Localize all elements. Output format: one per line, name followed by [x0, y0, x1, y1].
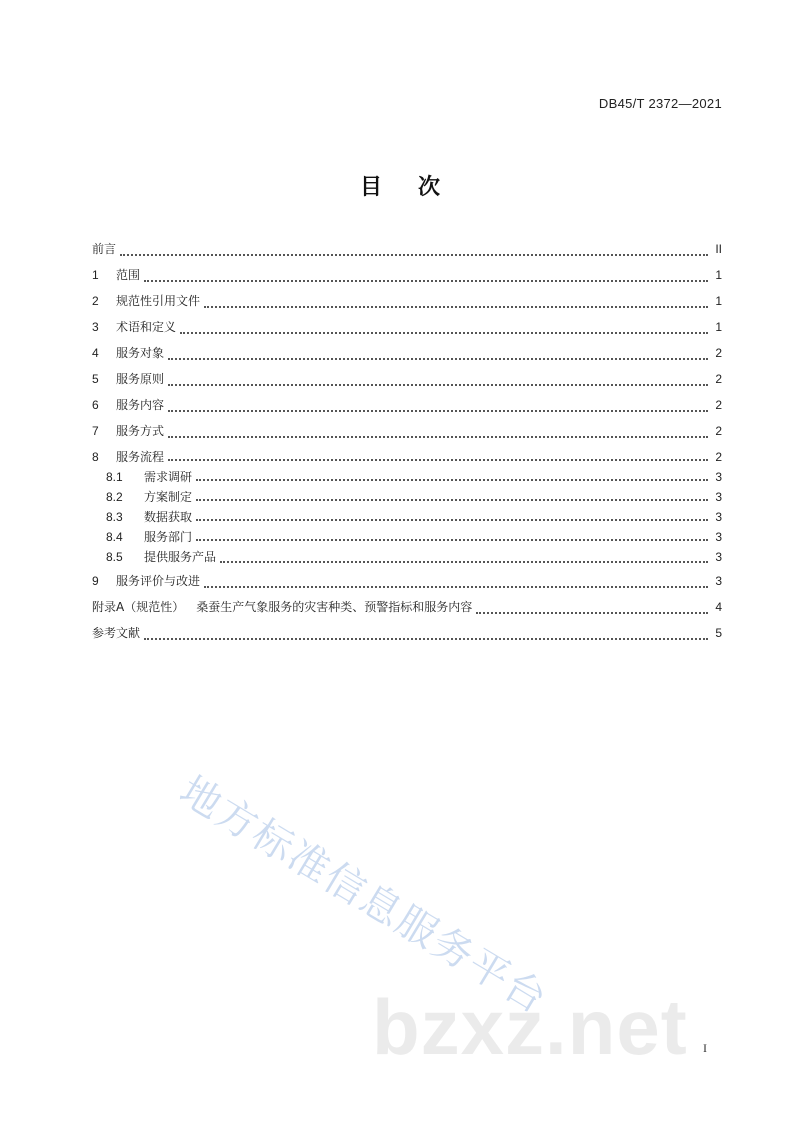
page-title [0, 170, 800, 201]
toc-entry-annex-a[interactable] [92, 598, 722, 624]
toc-entry-label: 术语和定义 [116, 320, 177, 334]
dot-leader [144, 638, 708, 640]
watermark-site-logo: bzxz.net [372, 983, 688, 1071]
watermark-text: 地方标准信息服务平台 [171, 767, 556, 1024]
toc-entry-page: 1 [715, 294, 722, 308]
toc-entry-label: 服务对象 [116, 346, 165, 360]
dot-leader [168, 459, 708, 461]
toc-entry-label: 范围 [116, 268, 141, 282]
toc-entry-number: 9 [92, 574, 99, 588]
toc-entry-label: 参考文献 [92, 626, 141, 640]
dot-leader [196, 519, 708, 521]
toc-entry-8-4[interactable] [92, 528, 722, 548]
toc-entry-label: 前言 [92, 242, 117, 256]
toc-entry-page: 4 [715, 600, 722, 614]
toc-entry-3[interactable] [92, 318, 722, 344]
toc-entry-number: 8.5 [106, 550, 123, 564]
table-of-contents [92, 240, 722, 650]
toc-entry-page: 2 [715, 450, 722, 464]
toc-entry-number: 8 [92, 450, 99, 464]
toc-entry-number: 7 [92, 424, 99, 438]
title-char-1: 目 [359, 175, 382, 200]
dot-leader [168, 358, 708, 360]
toc-entry-2[interactable] [92, 292, 722, 318]
toc-entry-number: 2 [92, 294, 99, 308]
toc-entry-4[interactable] [92, 344, 722, 370]
toc-entry-page: 2 [715, 346, 722, 360]
toc-entry-page: 2 [715, 424, 722, 438]
title-char-2: 次 [418, 175, 441, 200]
toc-entry-number: 3 [92, 320, 99, 334]
toc-entry-number: 8.1 [106, 470, 123, 484]
dot-leader [168, 384, 708, 386]
toc-entry-8-3[interactable] [92, 508, 722, 528]
toc-entry-page: 3 [715, 510, 722, 524]
toc-entry-page: 5 [715, 626, 722, 640]
toc-entry-label: 服务评价与改进 [116, 574, 201, 588]
toc-entry-label: 提供服务产品 [144, 550, 217, 564]
dot-leader [120, 254, 708, 256]
toc-entry-label: 服务部门 [144, 530, 193, 544]
dot-leader [168, 436, 708, 438]
toc-entry-references[interactable] [92, 624, 722, 650]
dot-leader [196, 479, 708, 481]
toc-entry-6[interactable] [92, 396, 722, 422]
toc-entry-page: 3 [715, 550, 722, 564]
toc-entry-1[interactable] [92, 266, 722, 292]
toc-entry-8-1[interactable] [92, 468, 722, 488]
toc-entry-label: 桑蚕生产气象服务的灾害种类、预警指标和服务内容 [196, 600, 473, 614]
toc-entry-number: 6 [92, 398, 99, 412]
toc-entry-label: 数据获取 [144, 510, 193, 524]
toc-entry-page: II [715, 242, 722, 256]
toc-entry-label: 服务原则 [116, 372, 165, 386]
toc-entry-page: 3 [715, 470, 722, 484]
toc-entry-page: 1 [715, 320, 722, 334]
toc-entry-label: 需求调研 [144, 470, 193, 484]
dot-leader [220, 561, 708, 563]
toc-entry-foreword[interactable] [92, 240, 722, 266]
toc-entry-number: 5 [92, 372, 99, 386]
toc-entry-page: 1 [715, 268, 722, 282]
dot-leader [196, 539, 708, 541]
dot-leader [180, 332, 708, 334]
toc-entry-label: 方案制定 [144, 490, 193, 504]
dot-leader [204, 306, 708, 308]
toc-entry-5[interactable] [92, 370, 722, 396]
dot-leader [476, 612, 708, 614]
toc-entry-page: 2 [715, 372, 722, 386]
toc-entry-number: 8.3 [106, 510, 123, 524]
toc-entry-8-2[interactable] [92, 488, 722, 508]
toc-entry-number: 1 [92, 268, 99, 282]
toc-entry-number: 4 [92, 346, 99, 360]
toc-entry-page: 3 [715, 574, 722, 588]
page-number: I [703, 1041, 707, 1055]
toc-entry-7[interactable] [92, 422, 722, 448]
toc-entry-number: 8.2 [106, 490, 123, 504]
toc-entry-8[interactable] [92, 448, 722, 468]
toc-entry-label: 服务方式 [116, 424, 165, 438]
document-code: DB45/T 2372—2021 [598, 96, 722, 111]
toc-entry-label: 规范性引用文件 [116, 294, 201, 308]
dot-leader [204, 586, 708, 588]
toc-entry-8-5[interactable] [92, 548, 722, 572]
toc-entry-page: 3 [715, 530, 722, 544]
dot-leader [168, 410, 708, 412]
toc-entry-label: 服务内容 [116, 398, 165, 412]
toc-entry-9[interactable] [92, 572, 722, 598]
dot-leader [196, 499, 708, 501]
toc-entry-label: 服务流程 [116, 450, 165, 464]
toc-entry-page: 3 [715, 490, 722, 504]
toc-entry-number: 附录A（规范性） [92, 600, 185, 614]
toc-entry-page: 2 [715, 398, 722, 412]
toc-entry-number: 8.4 [106, 530, 123, 544]
dot-leader [144, 280, 708, 282]
